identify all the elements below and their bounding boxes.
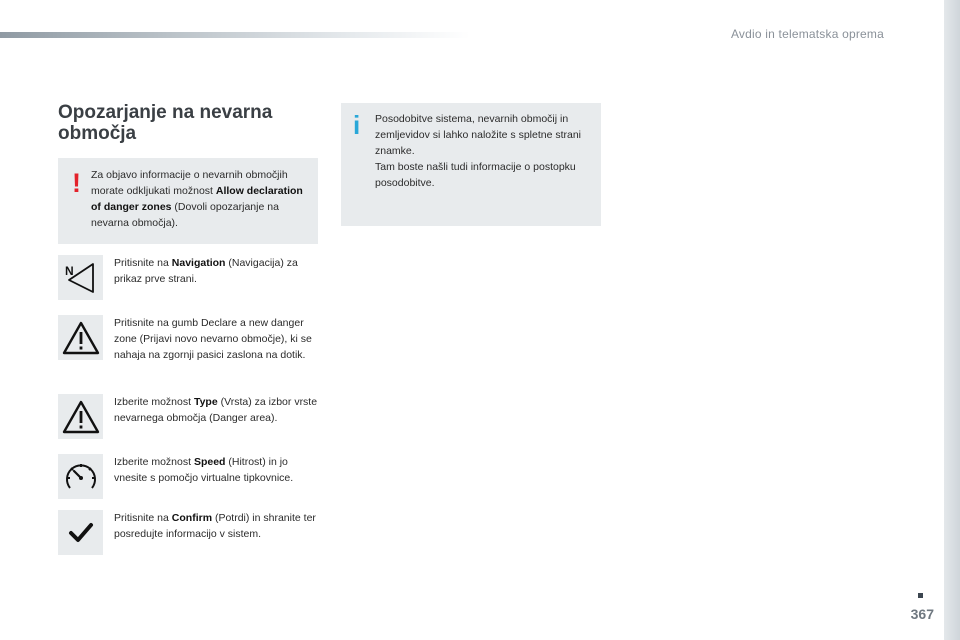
step-confirm-text: [114, 510, 320, 542]
info-icon: i: [353, 110, 361, 140]
page-marker: [918, 593, 923, 598]
navigation-icon-letter: N: [64, 263, 74, 278]
warning-note-box: [58, 158, 318, 244]
step-text-bold: Confirm: [171, 512, 213, 524]
step-text-part: (Hitrost) in jo vnesite s pomočjo virtualne tipkovnice.: [114, 456, 294, 484]
step-speed-text: [114, 454, 320, 486]
step-text-part: Pritisnite na: [114, 512, 172, 524]
right-edge-strip: [944, 0, 960, 640]
step-type-text: [114, 394, 320, 426]
step-text-part: (Navigacija) za prikaz prve strani.: [114, 257, 298, 285]
step-text-part: (Potrdi) in shranite ter posredujte informacijo v sistem.: [114, 512, 316, 540]
page-heading: [58, 102, 318, 144]
exclamation-warning-icon: !: [72, 168, 81, 198]
heading-line-1: Opozarjanje na nevarna: [58, 102, 273, 123]
step-text-bold: Speed: [193, 456, 226, 468]
info-paragraph-1: Posodobitve sistema, nevarnih območij in zemljevidov si lahko naložite s spletne strani znamke.: [375, 113, 582, 157]
info-paragraph-2: Tam boste našli tudi informacije o postopku posodobitve.: [375, 161, 576, 189]
step-declare-text: Pritisnite na gumb Declare a new danger zone (Prijavi novo nevarno območje), ki se nahaja na zgornji pasici zaslona na dotik.: [114, 317, 312, 361]
speedometer-icon: [58, 454, 103, 499]
step-text-part: (Vrsta) za izbor vrste nevarnega območja (Danger area).: [114, 396, 318, 424]
step-navigation-text: [114, 255, 320, 287]
warning-text-part: Za objavo informacije o nevarnih območjih morate odkljukati možnost: [91, 169, 288, 197]
warning-triangle-icon: [58, 394, 103, 439]
warning-triangle-icon: [58, 315, 103, 360]
section-title: Avdio in telematska oprema: [730, 27, 884, 41]
page-number: 367: [910, 606, 934, 622]
navigation-icon: [58, 255, 103, 300]
step-text-part: Pritisnite na: [114, 257, 172, 269]
warning-text-bold: Allow declaration of danger zones: [91, 185, 303, 213]
heading-line-2: območja: [58, 123, 137, 144]
checkmark-icon: [58, 510, 103, 555]
info-note-text: [375, 111, 593, 191]
top-decorative-bar: [0, 32, 470, 38]
step-text-part: Izberite možnost: [114, 396, 194, 408]
step-text-bold: Navigation: [171, 257, 226, 269]
warning-text-part: (Dovoli opozarjanje na nevarna območja).: [91, 201, 279, 229]
step-text-part: Izberite možnost: [114, 456, 194, 468]
step-text-bold: Type: [193, 396, 218, 408]
info-note-box: [341, 103, 601, 226]
warning-note-text: [91, 167, 313, 231]
